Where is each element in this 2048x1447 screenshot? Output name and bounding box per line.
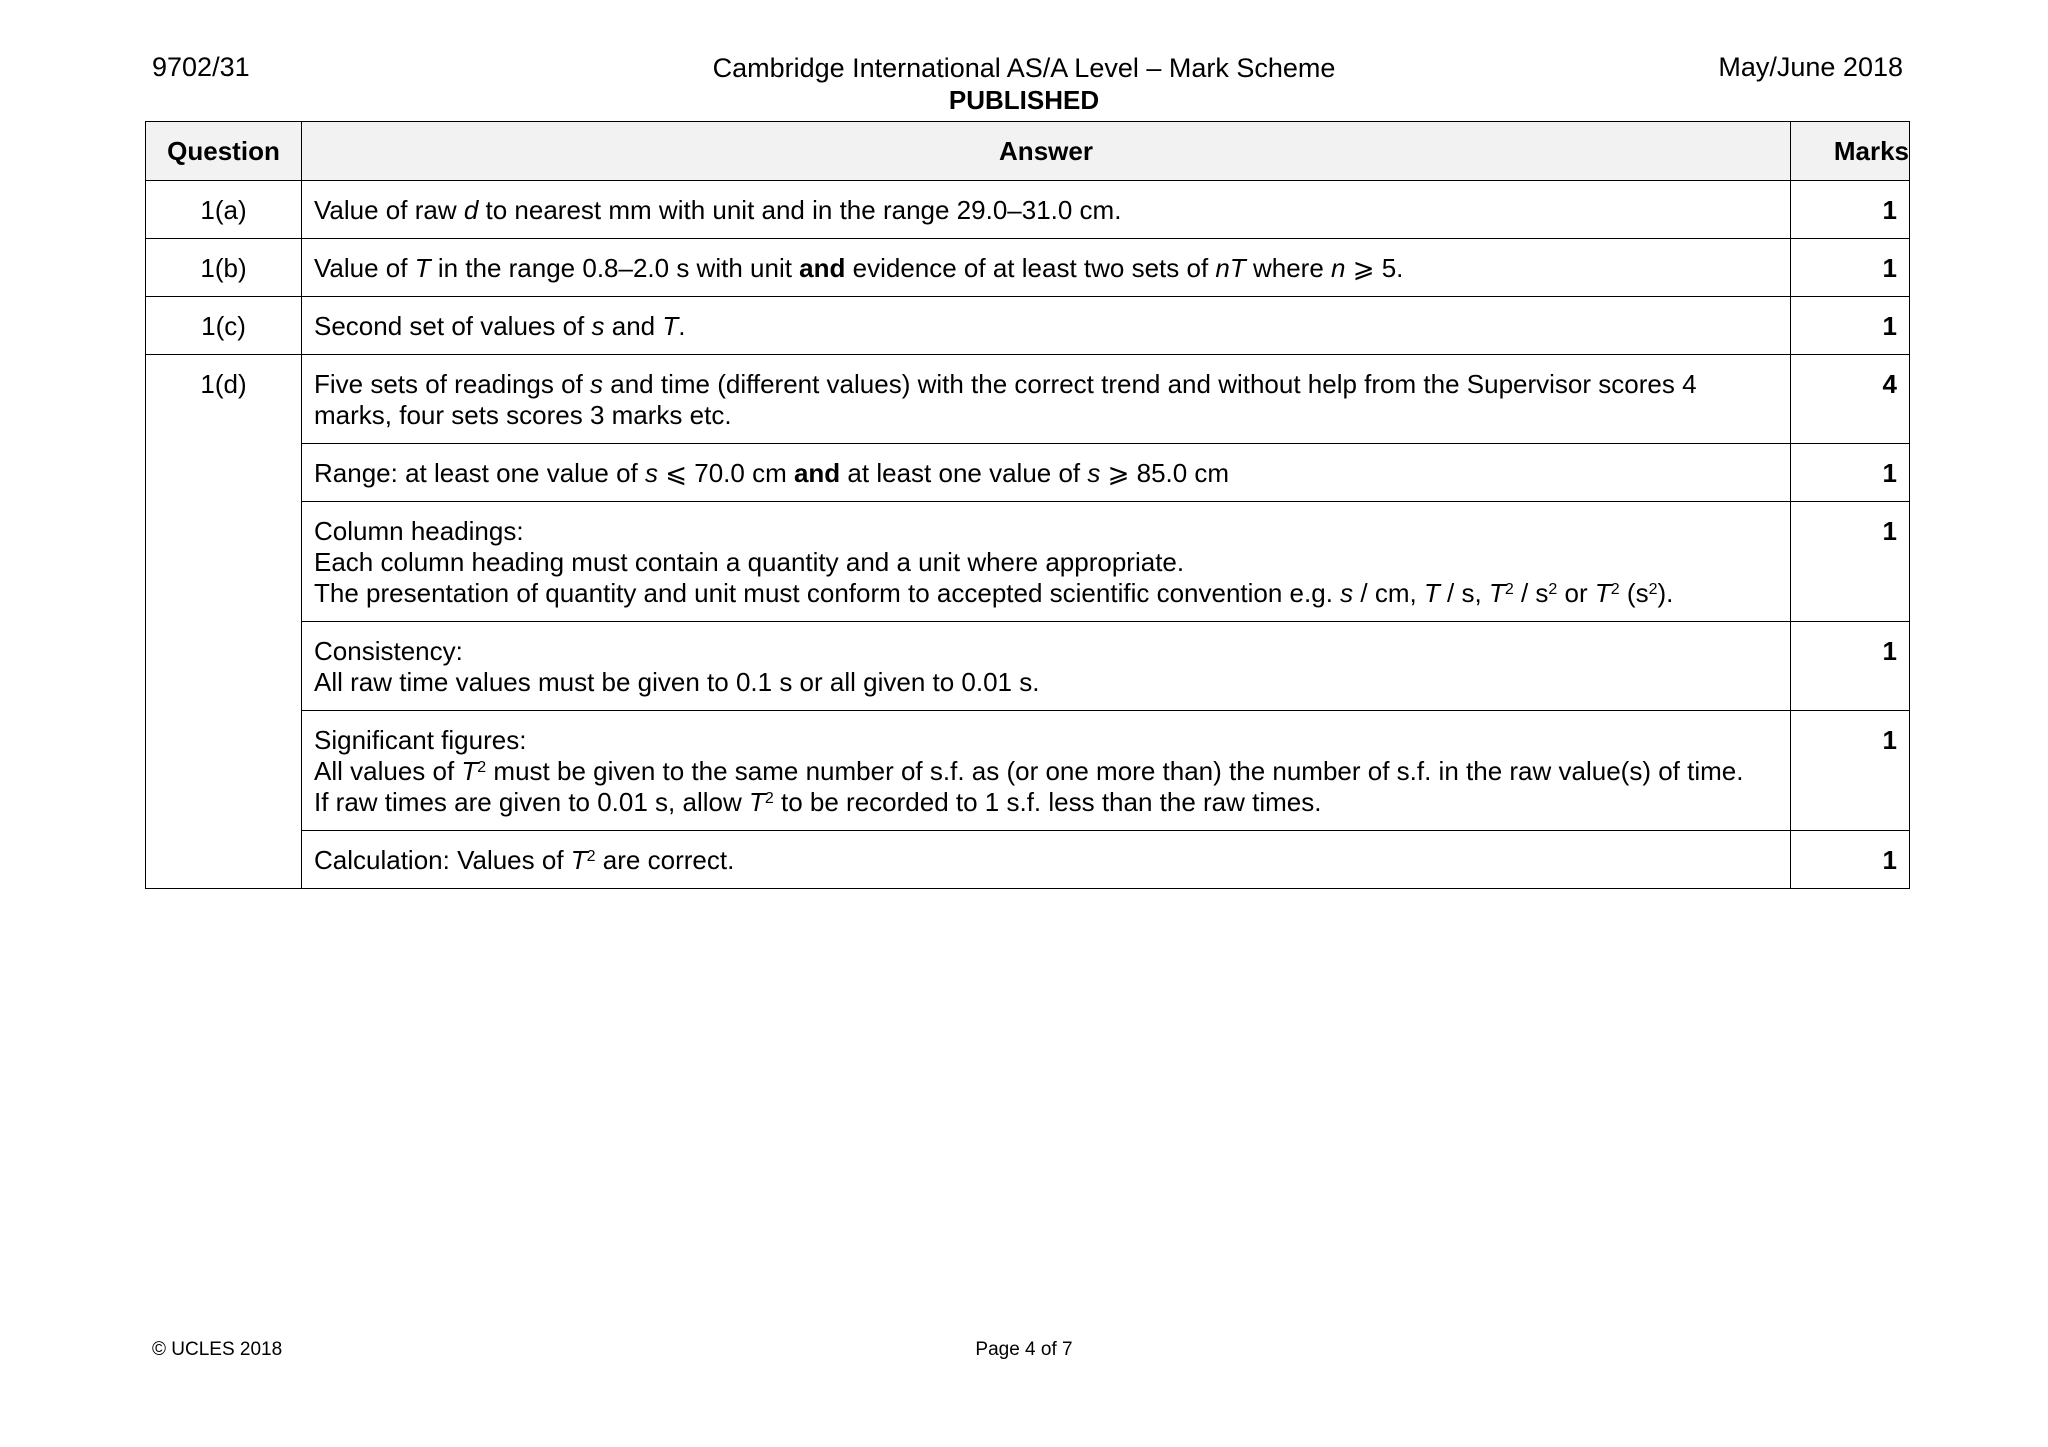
answer-cell — [302, 711, 1791, 831]
exam-session: May/June 2018 — [1718, 52, 1903, 82]
answer-text: T — [461, 756, 478, 786]
answer-text: d — [463, 195, 479, 225]
answer-text: / cm, — [1353, 578, 1424, 608]
document-title: Cambridge International AS/A Level – Mark Scheme — [712, 53, 1336, 83]
answer-text: T — [1488, 578, 1505, 608]
table-row — [146, 239, 1910, 297]
answer-text: s — [590, 369, 604, 399]
marks-cell: 1 — [1791, 711, 1910, 831]
answer-cell — [302, 239, 1791, 297]
answer-cell — [302, 355, 1791, 444]
answer-cell — [302, 181, 1791, 239]
marks-cell: 1 — [1791, 831, 1910, 889]
marks-cell: 1 — [1791, 239, 1910, 297]
answer-text: are correct. — [595, 845, 735, 875]
answer-text: . — [678, 311, 686, 341]
marks-cell: 1 — [1791, 502, 1910, 622]
answer-text: Value of — [314, 253, 415, 283]
marks-cell: 4 — [1791, 355, 1910, 444]
answer-text: where — [1245, 253, 1331, 283]
question-cell: 1(a) — [146, 181, 302, 239]
published-label: PUBLISHED — [948, 85, 1100, 115]
answer-text: (s — [1619, 578, 1649, 608]
answer-text: and — [604, 311, 663, 341]
answer-text: and — [799, 253, 846, 283]
answer-text: nT — [1215, 253, 1246, 283]
marks-cell: 1 — [1791, 297, 1910, 355]
question-column-header: Question — [146, 122, 302, 181]
marks-cell: 1 — [1791, 444, 1910, 502]
marks-column-header: Marks — [1791, 122, 1910, 181]
answer-text: n — [1331, 253, 1346, 283]
answer-text: evidence of at least two sets of — [845, 253, 1216, 283]
answer-text: All raw time values must be given to 0.1 s or all given to 0.01 s. — [314, 667, 1040, 697]
marks-cell: 1 — [1791, 622, 1910, 711]
answer-text: T — [570, 845, 587, 875]
mark-scheme-body — [146, 181, 1910, 889]
table-row — [146, 181, 1910, 239]
answer-text: T — [662, 311, 679, 341]
superscript: 2 — [1610, 581, 1620, 598]
answer-text: / s — [1513, 578, 1549, 608]
page-number: Page 4 of 7 — [975, 1339, 1073, 1360]
answer-text: to nearest mm with unit and in the range 29.0–31.0 cm. — [478, 195, 1122, 225]
answer-text: ⩾ 5. — [1345, 253, 1404, 283]
answer-text: or — [1557, 578, 1595, 608]
marks-cell: 1 — [1791, 181, 1910, 239]
question-cell: 1(b) — [146, 239, 302, 297]
superscript: 2 — [764, 790, 774, 807]
answer-text: at least one value of — [840, 458, 1088, 488]
answer-text: and — [793, 458, 841, 488]
answer-text: must be given to the same number of s.f. as (or one more than) the number of s.f. in the raw value(s) of time. — [486, 756, 1744, 786]
superscript: 2 — [1548, 581, 1558, 598]
answer-cell — [302, 831, 1791, 889]
answer-text: Calculation: Values of — [314, 845, 571, 875]
answer-cell — [302, 622, 1791, 711]
answer-text: T — [1594, 578, 1611, 608]
question-cell: 1(c) — [146, 297, 302, 355]
answer-text: s — [1087, 458, 1101, 488]
answer-cell — [302, 502, 1791, 622]
superscript: 2 — [477, 759, 487, 776]
mark-scheme-table — [145, 121, 1910, 889]
answer-text: Each column heading must contain a quantity and a unit where appropriate. — [314, 547, 1185, 577]
answer-text: Second set of values of — [314, 311, 592, 341]
answer-text: Column headings: — [314, 516, 524, 546]
superscript: 2 — [1648, 581, 1658, 598]
table-row — [146, 355, 1910, 444]
table-row — [146, 711, 1910, 831]
answer-text: If raw times are given to 0.01 s, allow — [314, 787, 749, 817]
answer-text: in the range 0.8–2.0 s with unit — [430, 253, 800, 283]
answer-text: s — [1340, 578, 1354, 608]
answer-text: and time (different values) with the correct trend and without help from the Supervisor scores 4 marks, four sets scores 3 marks etc. — [314, 369, 1697, 430]
answer-text: T — [748, 787, 765, 817]
answer-text: Value of raw — [314, 195, 464, 225]
answer-cell — [302, 444, 1791, 502]
answer-text: s — [591, 311, 605, 341]
table-row — [146, 444, 1910, 502]
answer-cell — [302, 297, 1791, 355]
answer-text: All values of — [314, 756, 462, 786]
answer-text: T — [1423, 578, 1440, 608]
answer-text: s — [645, 458, 659, 488]
answer-text: ⩽ 70.0 cm — [658, 458, 794, 488]
question-cell: 1(d) — [146, 355, 302, 889]
answer-text: / s, — [1439, 578, 1489, 608]
paper-code: 9702/31 — [152, 52, 250, 82]
table-row — [146, 297, 1910, 355]
superscript: 2 — [586, 848, 596, 865]
table-row — [146, 831, 1910, 889]
answer-text: ⩾ 85.0 cm — [1100, 458, 1230, 488]
answer-text: The presentation of quantity and unit must conform to accepted scientific convention e.g. — [314, 578, 1341, 608]
answer-text: Significant figures: — [314, 725, 527, 755]
superscript: 2 — [1504, 581, 1514, 598]
copyright-notice: © UCLES 2018 — [152, 1339, 283, 1360]
answer-text: to be recorded to 1 s.f. less than the raw times. — [773, 787, 1322, 817]
table-header-row — [146, 122, 1910, 181]
answer-text: Range: at least one value of — [314, 458, 646, 488]
table-row — [146, 502, 1910, 622]
answer-text: Consistency: — [314, 636, 463, 666]
answer-text: Five sets of readings of — [314, 369, 591, 399]
answer-text: T — [414, 253, 431, 283]
answer-column-header: Answer — [302, 122, 1791, 181]
answer-text: ). — [1657, 578, 1674, 608]
table-row — [146, 622, 1910, 711]
